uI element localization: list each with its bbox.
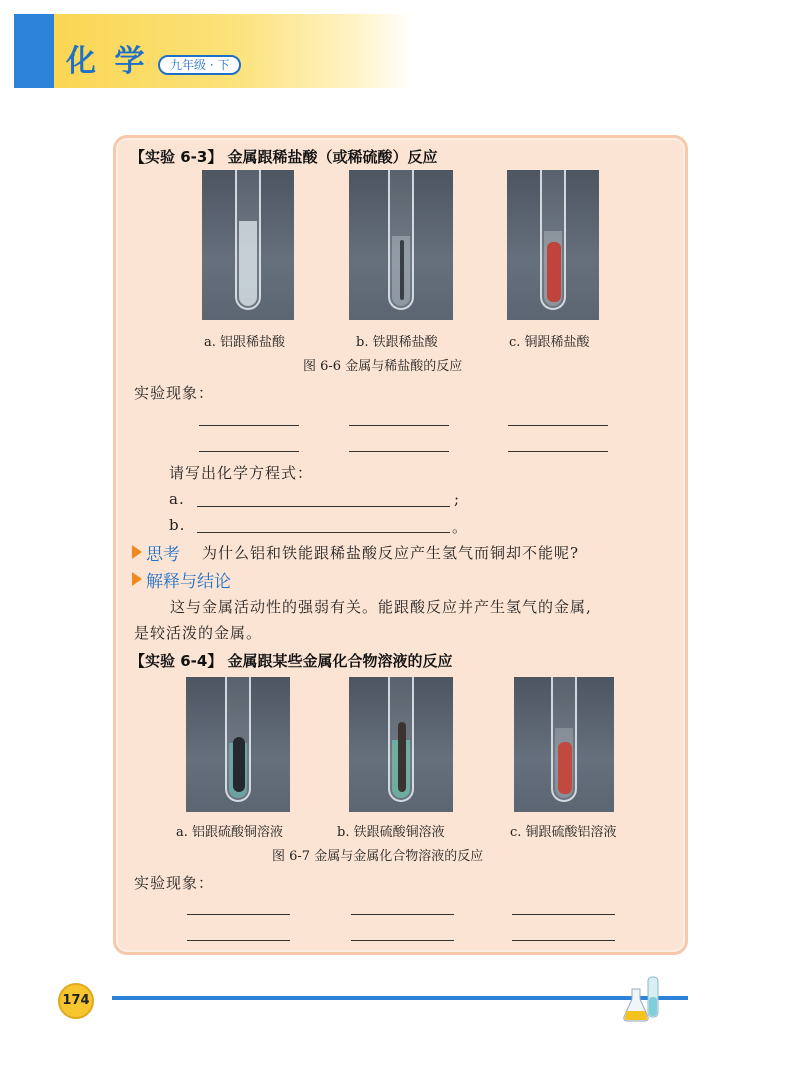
think-label: 思考 [146,545,180,565]
exp2-heading: 【实验 6-4】 金属跟某些金属化合物溶液的反应 [130,652,453,670]
equation-a-label: a. [169,490,185,508]
photo-fe-cuso4 [349,677,453,812]
equation-a-end: ; [454,490,461,508]
equation-a-line [197,506,450,507]
book-title: 化 学 [66,44,149,79]
answer-line [512,940,615,941]
grade-badge: 九年级 · 下 [158,55,241,75]
answer-line [349,451,449,452]
figure-6-6-caption: 图 6-6 金属与稀盐酸的反应 [303,359,463,374]
answer-line [351,914,454,915]
photo-cu-hcl [507,170,599,320]
think-question: 为什么铝和铁能跟稀盐酸反应产生氢气而铜却不能呢? [202,544,580,562]
answer-line [351,940,454,941]
caption-1b: b. 铁跟稀盐酸 [356,335,438,350]
footer-rule [112,996,688,1000]
answer-line [508,451,608,452]
equation-prompt: 请写出化学方程式： [169,464,314,482]
explain-line-2: 是较活泼的金属。 [134,624,263,642]
equation-b-line [197,532,450,533]
equation-b-end: 。 [452,518,469,536]
answer-line [512,914,615,915]
photo-al-cuso4 [186,677,290,812]
photo-fe-hcl [349,170,453,320]
answer-line [199,451,299,452]
page-number: 174 [58,983,94,1019]
caption-2a: a. 铝跟硫酸铜溶液 [176,825,284,840]
caption-2c: c. 铜跟硫酸铝溶液 [510,825,617,840]
exp2-phenomenon-label: 实验现象： [134,874,215,892]
explain-arrow-icon [132,572,142,586]
answer-line [187,914,290,915]
caption-1c: c. 铜跟稀盐酸 [509,335,590,350]
answer-line [187,940,290,941]
exp1-phenomenon-label: 实验现象： [134,384,215,402]
caption-2b: b. 铁跟硫酸铜溶液 [337,825,445,840]
answer-line [508,425,608,426]
explain-label: 解释与结论 [146,572,231,592]
caption-1a: a. 铝跟稀盐酸 [204,335,286,350]
exp1-heading: 【实验 6-3】 金属跟稀盐酸（或稀硫酸）反应 [130,148,438,166]
header-blue-bar [14,14,54,88]
think-arrow-icon [132,545,142,559]
equation-b-label: b. [169,516,186,534]
flask-icon [622,975,668,1023]
photo-cu-al2so4 [514,677,614,812]
answer-line [199,425,299,426]
explain-line-1: 这与金属活动性的强弱有关。能跟酸反应并产生氢气的金属, [170,598,592,616]
photo-al-hcl [202,170,294,320]
figure-6-7-caption: 图 6-7 金属与金属化合物溶液的反应 [272,849,484,864]
answer-line [349,425,449,426]
